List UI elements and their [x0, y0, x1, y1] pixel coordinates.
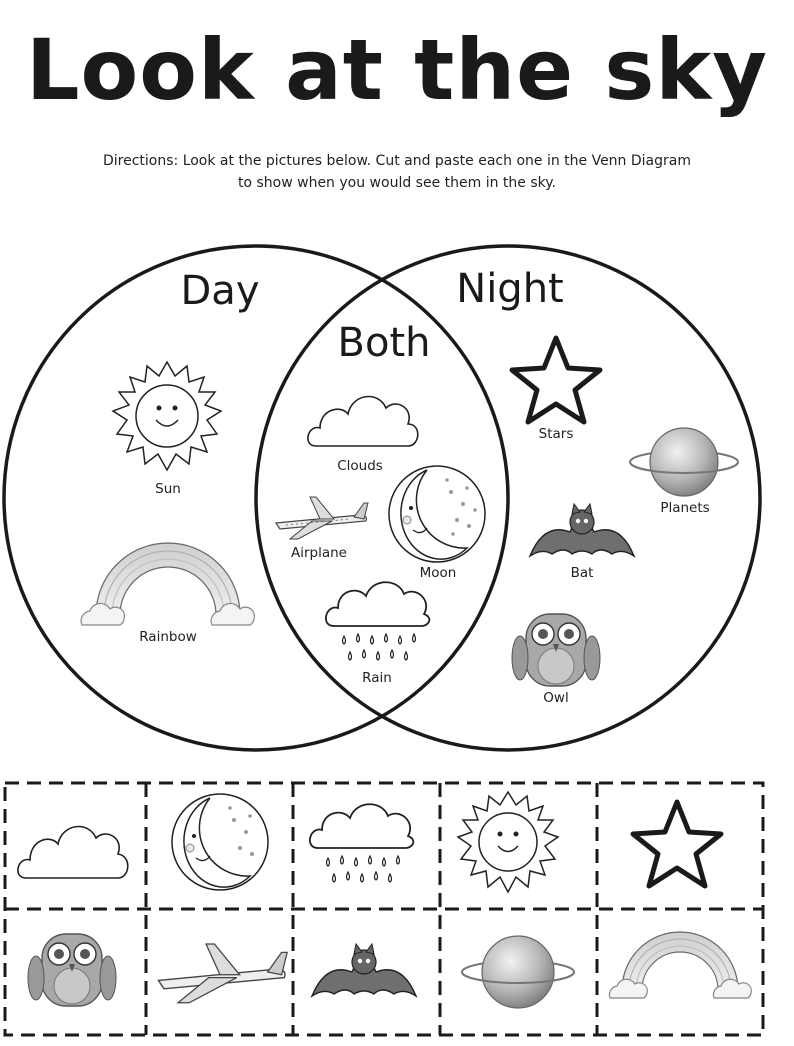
rainbow-icon	[81, 543, 254, 625]
cut-cloud-icon	[18, 827, 128, 878]
moon-label: Moon	[419, 565, 457, 581]
directions-line-1: Directions: Look at the pictures below. Cut and paste each one in the Venn Diagram	[102, 153, 691, 169]
sun-label: Sun	[155, 481, 181, 497]
cut-moon-icon	[172, 794, 268, 890]
cut-planet-icon	[462, 936, 574, 1008]
planet-icon	[630, 428, 738, 496]
airplane-label: Airplane	[291, 545, 347, 561]
planets-label: Planets	[660, 500, 710, 516]
page-title: Look at the sky	[26, 21, 768, 119]
cut-owl-icon	[28, 934, 116, 1006]
both-label: Both	[337, 320, 431, 366]
rain-cloud-icon	[326, 582, 429, 660]
rainbow-label: Rainbow	[139, 629, 197, 645]
sun-icon	[113, 362, 221, 470]
cloud-icon	[308, 397, 418, 446]
owl-icon	[512, 614, 600, 686]
bat-icon	[530, 504, 634, 556]
cut-airplane-icon	[158, 944, 287, 1003]
day-label: Day	[180, 268, 260, 314]
airplane-icon	[276, 497, 368, 539]
directions-line-2: to show when you would see them in the sky.	[237, 175, 556, 191]
rain-label: Rain	[362, 670, 392, 686]
clouds-label: Clouds	[337, 458, 383, 474]
cut-bat-icon	[312, 944, 416, 996]
night-label: Night	[456, 266, 564, 312]
cut-star-icon	[633, 802, 721, 886]
cut-sun-icon	[458, 792, 558, 892]
owl-label: Owl	[543, 690, 569, 706]
cut-rainbow-icon	[609, 932, 751, 998]
bat-label: Bat	[570, 565, 594, 581]
cut-rain-cloud-icon	[310, 804, 413, 882]
star-icon	[512, 338, 600, 422]
moon-icon	[389, 466, 485, 562]
stars-label: Stars	[538, 426, 574, 442]
